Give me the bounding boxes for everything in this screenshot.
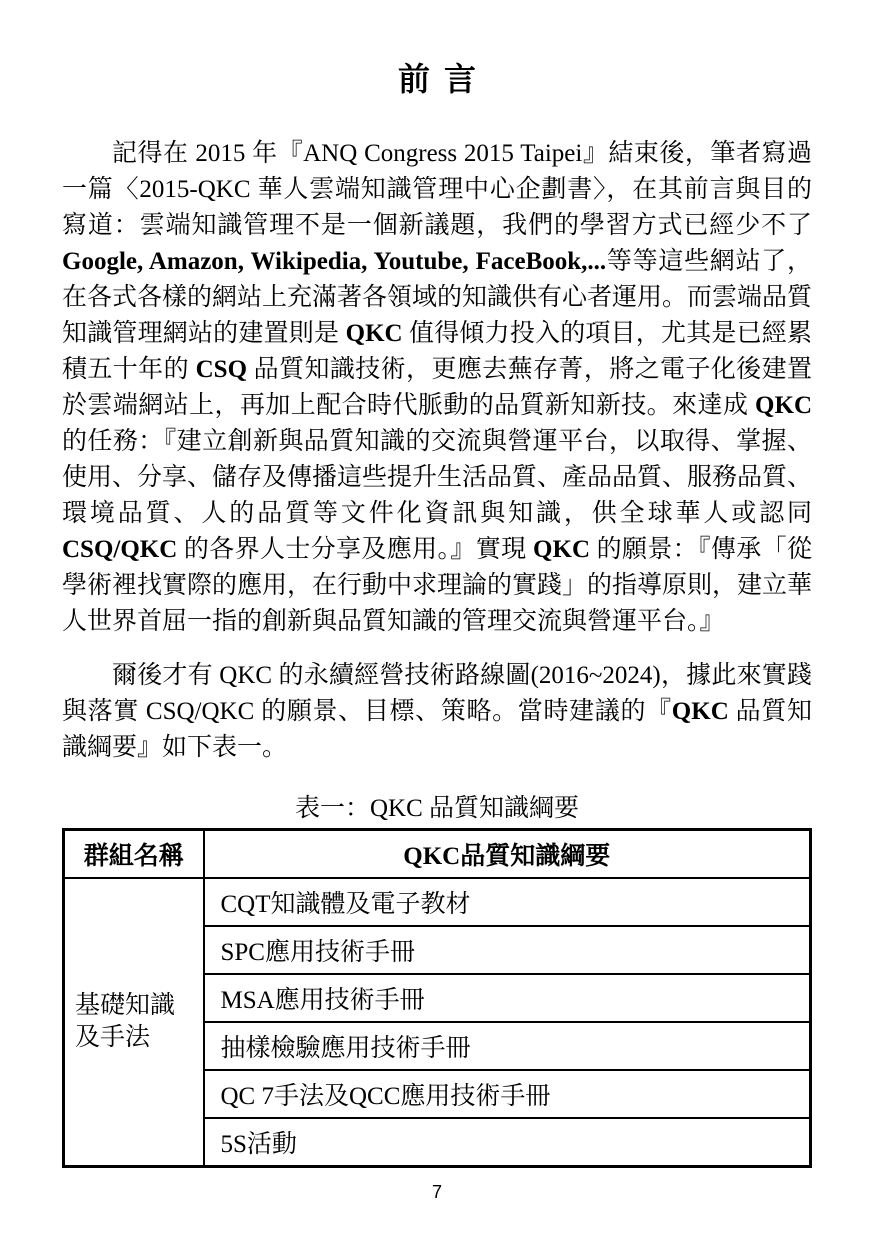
text-run: 品質知識綱要』如下表一。 xyxy=(62,698,812,761)
bold-text-run: CSQ xyxy=(195,356,248,383)
table-row xyxy=(64,878,811,926)
text-run: 記得在 2015 年『ANQ Congress 2015 Taipei』結束後，筆者寫過一篇〈2015-QKC 華人雲端知識管理中心企劃書〉，在其前言與目的寫道：雲端知識管理不是一個新議題，我們的學習方式已經少不了 xyxy=(62,140,812,239)
text-run: 爾後才有 QKC 的永續經營技術路線圖(2016~2024)，據此來實踐與落實 CSQ/QKC 的願景、目標、策略。當時建議的『 xyxy=(62,662,812,725)
knowledge-item-cell: CQT知識體及電子教材 xyxy=(204,878,811,926)
page-number: 7 xyxy=(431,1182,442,1202)
bold-text-run: QKC xyxy=(755,392,812,419)
table-caption: 表一：QKC 品質知識綱要 xyxy=(294,795,580,822)
group-name-cell: 基礎知識及手法 xyxy=(64,878,204,1167)
text-run: 品質知識技術，更應去蕪存菁，將之電子化後建置於雲端網站上，再加上配合時代脈動的品質新知新技。來達成 xyxy=(62,356,812,419)
knowledge-item-cell: MSA應用技術手冊 xyxy=(204,974,811,1022)
table-header-row xyxy=(64,830,811,879)
text-run: 值得傾力投入的項目，尤其是已經累積五十年的 xyxy=(62,320,812,383)
text-run: 等等這些網站了，在各式各樣的網站上充滿著各領域的知識供有心者運用。而雲端品質知識管理網站的建置則是 xyxy=(62,248,813,347)
qkc-knowledge-table xyxy=(62,828,812,1168)
bold-text-run: CSQ/QKC xyxy=(62,536,178,563)
page-title: 前言 xyxy=(397,61,490,97)
body-paragraphs xyxy=(62,136,812,766)
bold-text-run: QKC xyxy=(671,698,729,725)
header-knowledge-outline: QKC品質知識綱要 xyxy=(204,830,811,879)
header-group-name: 群組名稱 xyxy=(64,830,204,879)
knowledge-item-cell: QC 7手法及QCC應用技術手冊 xyxy=(204,1070,811,1118)
paragraph-2 xyxy=(62,658,812,766)
bold-text-run: Google, Amazon, Wikipedia, Youtube, FaceBook,... xyxy=(62,248,607,275)
paragraph-1 xyxy=(62,136,812,640)
text-run: 的任務：『建立創新與品質知識的交流與營運平台，以取得、掌握、使用、分享、儲存及傳播這些提升生活品質、產品品質、服務品質、環境品質、人的品質等文件化資訊與知識，供全球華人或認同 xyxy=(62,428,813,527)
bold-text-run: QKC xyxy=(345,320,403,347)
knowledge-item-cell: 抽樣檢驗應用技術手冊 xyxy=(204,1022,811,1070)
knowledge-item-cell: 5S活動 xyxy=(204,1118,811,1167)
bold-text-run: QKC xyxy=(533,536,590,563)
text-run: 的願景：『傳承「從學術裡找實際的應用，在行動中求理論的實踐」的指導原則，建立華人世界首屈一指的創新與品質知識的管理交流與營運平台。』 xyxy=(62,536,813,635)
knowledge-item-cell: SPC應用技術手冊 xyxy=(204,926,811,974)
text-run: 的各界人士分享及應用。』實現 xyxy=(177,536,534,563)
